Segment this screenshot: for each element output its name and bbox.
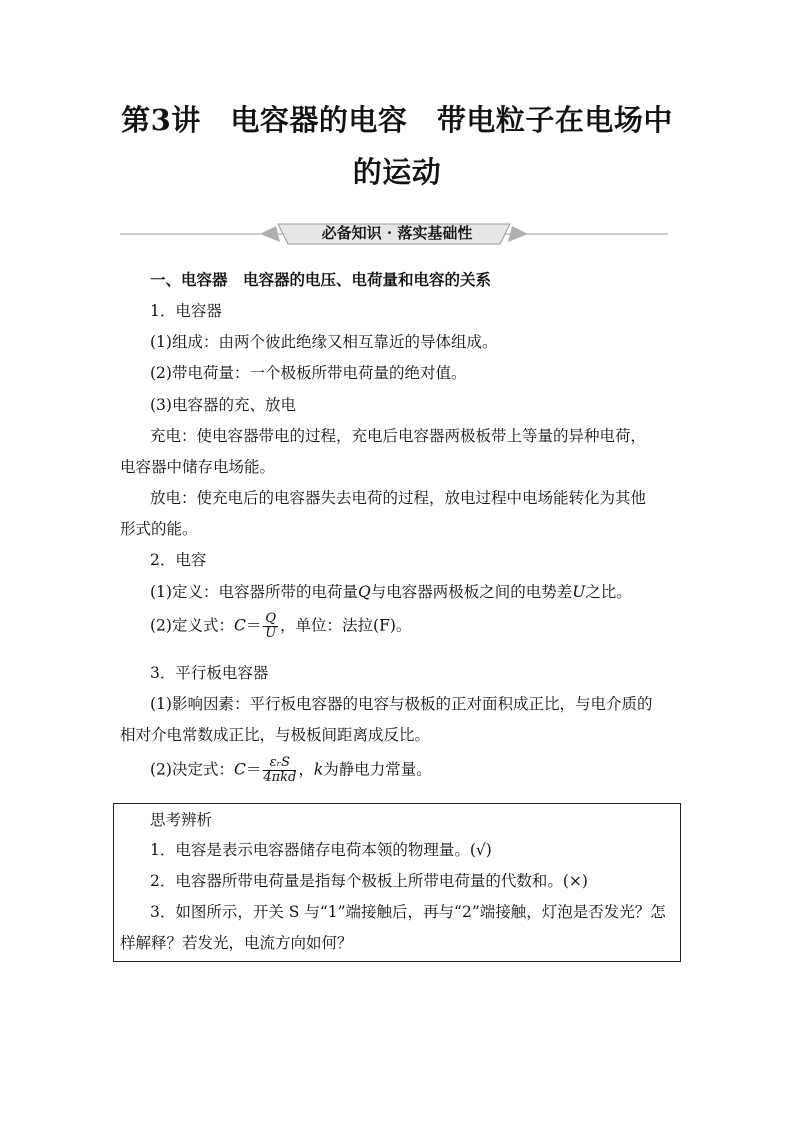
discharging-text-a: 放电：使充电后的电容器失去电荷的过程，放电过程中电场能转化为其他 <box>150 489 647 507</box>
item1-charge-discharge: (3)电容器的充、放电 <box>150 396 296 414</box>
determining-fraction: $\frac{\text{εᵣS}}{\text{4πkd}}$ <box>263 755 297 785</box>
discharging-text-b: 形式的能。 <box>120 520 198 538</box>
thinking-q3-a: 3．如图所示，开关 S 与“1”端接触后，再与“2”端接触，灯泡是否发光？怎 <box>150 903 666 921</box>
capacitance-fraction: $\frac{Q}{U}$ <box>265 611 277 641</box>
item3-heading: 3．平行板电容器 <box>150 664 269 682</box>
thinking-heading: 思考辨析 <box>150 811 213 829</box>
item2-formula: (2)定义式：C＝ $\frac{Q}{U}$ ，单位：法拉(F)。 <box>150 611 412 641</box>
item3-formula: (2)决定式：C＝ $\frac{\text{εᵣS}}{\text{4πkd}}$ ，k为静电力常量。 <box>150 755 432 785</box>
item2-definition: (1)定义：电容器所带的电荷量Q与电容器两极板之间的电势差U之比。 <box>150 583 632 601</box>
page-title-line1: 第3讲 电容器的电容 带电粒子在电场中 <box>121 103 673 137</box>
item1-heading: 1．电容器 <box>150 302 222 320</box>
charging-text-a: 充电：使电容器带电的过程，充电后电容器两极板带上等量的异种电荷， <box>150 427 647 445</box>
item3-factors-a: (1)影响因素：平行板电容器的电容与极板的正对面积成正比，与电介质的 <box>150 695 653 713</box>
thinking-q1: 1．电容是表示电容器储存电荷本领的物理量。(√) <box>150 841 492 859</box>
item1-composition: (1)组成：由两个彼此绝缘又相互靠近的导体组成。 <box>150 333 498 351</box>
banner-label: 必备知识 · 落实基础性 <box>321 224 473 242</box>
charging-text-b: 电容器中储存电场能。 <box>120 458 276 476</box>
thinking-q2: 2．电容器所带电荷量是指每个极板上所带电荷量的代数和。(×) <box>150 872 588 890</box>
item3-factors-b: 相对介电常数成正比，与极板间距离成反比。 <box>120 726 431 744</box>
page-title-line2: 的运动 <box>352 155 442 189</box>
thinking-q3-b: 样解释？若发光，电流方向如何？ <box>120 934 353 952</box>
item1-charge-amount: (2)带电荷量：一个极板所带电荷量的绝对值。 <box>150 364 467 382</box>
section-heading: 一、电容器 电容器的电压、电荷量和电容的关系 <box>150 270 492 289</box>
item2-heading: 2．电容 <box>150 551 207 569</box>
